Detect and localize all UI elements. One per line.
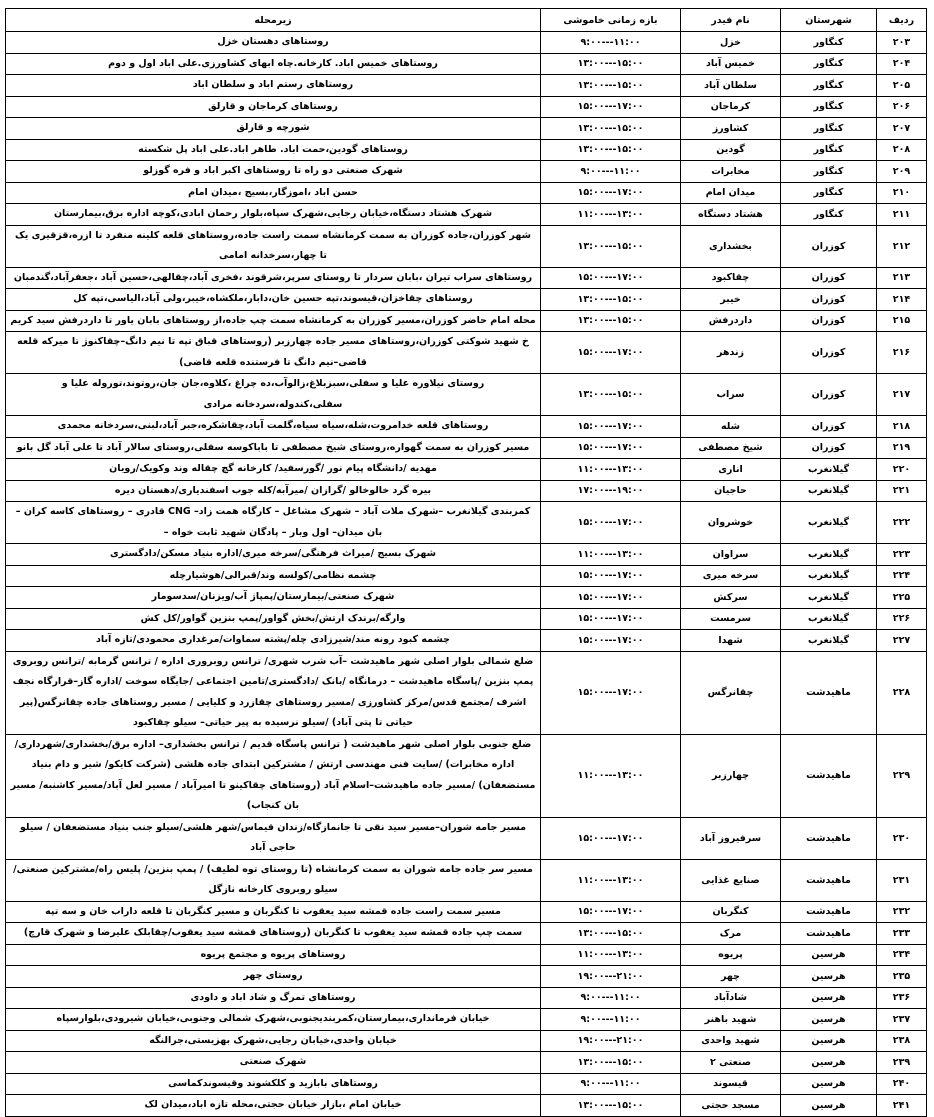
area-cell: خیابان امام ،بازار خیابان حجتی،محله تازه اباد،میدان لک: [6, 1095, 541, 1117]
row-number-cell: ۲۱۸: [877, 416, 927, 438]
county-cell: ماهیدشت: [781, 651, 877, 734]
area-cell: روستاهای سراب تیران ،بابان سردار تا روستای سرپر،شرقوند ،فخری آباد،چقالهی،حسین آباد ،جعفرآباد،گندمبان: [6, 267, 541, 289]
feeder-cell: سراب: [681, 374, 781, 416]
county-cell: گیلانغرب: [781, 480, 877, 502]
row-number-cell: ۲۰۵: [877, 75, 927, 97]
time-cell: ۱۵:۰۰---۱۷:۰۰: [541, 416, 681, 438]
area-cell: ضلع شمالی بلوار اصلی شهر ماهیدشت –آب شرب شهری/ ترانس روبروری اداره / ترانس گرمابه /ترانس روبروی پمپ بنزین /پاسگاه ماهیدشت – درمانگاه /بانک /دادگستری/تامین اجتماعی /جایگاه سوخت /اداره گاز–قرارگاه نجف اشرف /مجتمع قدس/مرکز کشاورزی /مسیر روستاهای چقازرد و کلیایی / مسیر روستاهای جاده چقانرگس(پیر حیاتی تا پتی آباد) /سیلو نرسیده به پیر حیاتی– سیلو چقاکبود: [6, 651, 541, 734]
feeder-cell: کشاورز: [681, 118, 781, 140]
table-row: [6, 310, 927, 332]
time-cell: ۱۳:۰۰---۱۵:۰۰: [541, 139, 681, 161]
row-number-cell: ۲۱۶: [877, 332, 927, 374]
county-cell: کوزران: [781, 267, 877, 289]
header-area: زیرمحله: [6, 9, 541, 32]
county-cell: هرسین: [781, 1030, 877, 1052]
county-cell: ماهیدشت: [781, 901, 877, 923]
time-cell: ۱۷:۰۰---۱۹:۰۰: [541, 480, 681, 502]
area-cell: روستای چهر: [6, 966, 541, 988]
header-county: شهرستان: [781, 9, 877, 32]
time-cell: ۱۱:۰۰---۱۳:۰۰: [541, 734, 681, 817]
feeder-cell: هشتاد دستگاه: [681, 204, 781, 226]
area-cell: سمت چپ جاده قمشه سید یعقوب تا کنگربان (روستاهای قمشه سید یعقوب/چقابلک علیرضا و شهرک قارچ): [6, 923, 541, 945]
area-cell: مسیر سر جاده جامه شوران به سمت کرمانشاه (تا روستای توه لطیف) / پمپ بنزین/ پلیس راه/مشترکین صنعتی/سیلو روبروی کارخانه نازگل: [6, 859, 541, 901]
time-cell: ۹:۰۰---۱۱:۰۰: [541, 1009, 681, 1031]
feeder-cell: شیخ مصطفی: [681, 437, 781, 459]
area-cell: مسیر کوزران به سمت گهواره،روستای شیخ مصطفی تا باباکوسه سفلی،روستای سالار آباد تا علی آباد گل بانو: [6, 437, 541, 459]
row-number-cell: ۲۳۳: [877, 923, 927, 945]
area-cell: شهرک صنعتی/بیمارستان/پمپاژ آب/ویزنان/سدسومار: [6, 587, 541, 609]
table-row: [6, 118, 927, 140]
feeder-cell: چهر: [681, 966, 781, 988]
area-cell: روستاهای دهستان خزل: [6, 32, 541, 54]
county-cell: گیلانغرب: [781, 630, 877, 652]
row-number-cell: ۲۱۳: [877, 267, 927, 289]
table-row: [6, 966, 927, 988]
county-cell: کنگاور: [781, 75, 877, 97]
county-cell: کنگاور: [781, 182, 877, 204]
row-number-cell: ۲۱۹: [877, 437, 927, 459]
area-cell: شورچه و قارلق: [6, 118, 541, 140]
area-cell: چشمه نظامی/کولسه وند/قبرالی/هوشیارچله: [6, 565, 541, 587]
row-number-cell: ۲۳۲: [877, 901, 927, 923]
table-row: [6, 204, 927, 226]
feeder-cell: مسجد حجتی: [681, 1095, 781, 1117]
county-cell: کوزران: [781, 225, 877, 267]
feeder-cell: سرفیروز آباد: [681, 817, 781, 859]
row-number-cell: ۲۰۹: [877, 161, 927, 183]
time-cell: ۹:۰۰---۱۱:۰۰: [541, 161, 681, 183]
county-cell: هرسین: [781, 966, 877, 988]
feeder-cell: سرمست: [681, 608, 781, 630]
table-row: [6, 139, 927, 161]
table-row: [6, 267, 927, 289]
county-cell: کوزران: [781, 416, 877, 438]
table-row: [6, 1073, 927, 1095]
area-cell: روستاهای بابازید و کلکشوند وقیسوندکماسی: [6, 1073, 541, 1095]
row-number-cell: ۲۲۵: [877, 587, 927, 609]
table-row: [6, 608, 927, 630]
county-cell: کنگاور: [781, 161, 877, 183]
time-cell: ۹:۰۰---۱۱:۰۰: [541, 1073, 681, 1095]
time-cell: ۱۱:۰۰---۱۳:۰۰: [541, 859, 681, 901]
area-cell: خیابان فرمانداری،بیمارستان،کمربندیجنوبی،شهرک شمالی وجنوبی،خیابان شیرودی،بلوارسپاه: [6, 1009, 541, 1031]
table-row: [6, 817, 927, 859]
row-number-cell: ۲۳۹: [877, 1052, 927, 1074]
table-row: [6, 944, 927, 966]
feeder-cell: صنایع غذایی: [681, 859, 781, 901]
county-cell: ماهیدشت: [781, 817, 877, 859]
time-cell: ۱۳:۰۰---۱۵:۰۰: [541, 118, 681, 140]
time-cell: ۱۵:۰۰---۱۷:۰۰: [541, 587, 681, 609]
table-row: [6, 182, 927, 204]
feeder-cell: بخشداری: [681, 225, 781, 267]
row-number-cell: ۲۲۰: [877, 459, 927, 481]
row-number-cell: ۲۲۸: [877, 651, 927, 734]
county-cell: گیلانغرب: [781, 459, 877, 481]
area-cell: بیره گرد خالوخالو /گرازان /میرآبه/کله جوب اسفندیاری/دهستان دیره: [6, 480, 541, 502]
header-feeder: نام فیدر: [681, 9, 781, 32]
table-row: [6, 374, 927, 416]
feeder-cell: کرماجان: [681, 96, 781, 118]
county-cell: کنگاور: [781, 204, 877, 226]
county-cell: کنگاور: [781, 118, 877, 140]
feeder-cell: خوشروان: [681, 502, 781, 544]
area-cell: چشمه کبود رونه مند/شیرزادی چله/پشته سماوات/مرغداری محمودی/تازه آباد: [6, 630, 541, 652]
table-row: [6, 901, 927, 923]
feeder-cell: خزل: [681, 32, 781, 54]
table-row: [6, 923, 927, 945]
table-row: [6, 859, 927, 901]
outage-schedule-table: [5, 8, 927, 1117]
area-cell: روستاهای قلعه خدامروت،شله،سیاه سیاه،گلمت آباد،چقاشکره،جبر آباد،لبنی،سردخانه محمدی: [6, 416, 541, 438]
row-number-cell: ۲۴۱: [877, 1095, 927, 1117]
area-cell: محله امام حاضر کوزران،مسیر کوزران به کرمانشاه سمت چپ جاده،از روستاهای بابان یاور تا داردرفش سید کریم: [6, 310, 541, 332]
row-number-cell: ۲۰۷: [877, 118, 927, 140]
time-cell: ۱۵:۰۰---۱۷:۰۰: [541, 817, 681, 859]
county-cell: ماهیدشت: [781, 859, 877, 901]
feeder-cell: چقاکبود: [681, 267, 781, 289]
row-number-cell: ۲۲۴: [877, 565, 927, 587]
time-cell: ۱۵:۰۰---۱۷:۰۰: [541, 96, 681, 118]
row-number-cell: ۲۴۰: [877, 1073, 927, 1095]
time-cell: ۱۵:۰۰---۱۷:۰۰: [541, 651, 681, 734]
feeder-cell: صنعتی ۲: [681, 1052, 781, 1074]
feeder-cell: شله: [681, 416, 781, 438]
time-cell: ۱۳:۰۰---۱۵:۰۰: [541, 53, 681, 75]
table-row: [6, 1009, 927, 1031]
table-row: [6, 332, 927, 374]
county-cell: کوزران: [781, 374, 877, 416]
area-cell: روستاهای تمرگ و شاد اباد و داودی: [6, 987, 541, 1009]
table-row: [6, 32, 927, 54]
feeder-cell: خیبر: [681, 289, 781, 311]
area-cell: روستاهای خمیس اباد. کارخانه.چاه ابهای کشاورزی.علی اباد اول و دوم: [6, 53, 541, 75]
county-cell: کنگاور: [781, 96, 877, 118]
area-cell: شهرک صنعتی: [6, 1052, 541, 1074]
feeder-cell: زندهر: [681, 332, 781, 374]
row-number-cell: ۲۱۲: [877, 225, 927, 267]
time-cell: ۱۵:۰۰---۱۷:۰۰: [541, 565, 681, 587]
table-row: [6, 416, 927, 438]
time-cell: ۱۳:۰۰---۱۵:۰۰: [541, 225, 681, 267]
county-cell: کوزران: [781, 437, 877, 459]
row-number-cell: ۲۳۵: [877, 966, 927, 988]
row-number-cell: ۲۰۸: [877, 139, 927, 161]
time-cell: ۱۵:۰۰---۱۷:۰۰: [541, 608, 681, 630]
county-cell: کوزران: [781, 332, 877, 374]
time-cell: ۱۳:۰۰---۱۵:۰۰: [541, 1095, 681, 1117]
table-row: [6, 987, 927, 1009]
county-cell: گیلانغرب: [781, 587, 877, 609]
time-cell: ۱۱:۰۰---۱۳:۰۰: [541, 459, 681, 481]
row-number-cell: ۲۰۶: [877, 96, 927, 118]
row-number-cell: ۲۳۸: [877, 1030, 927, 1052]
county-cell: ماهیدشت: [781, 734, 877, 817]
county-cell: گیلانغرب: [781, 502, 877, 544]
time-cell: ۱۵:۰۰---۱۷:۰۰: [541, 630, 681, 652]
feeder-cell: داردرفش: [681, 310, 781, 332]
county-cell: گیلانغرب: [781, 544, 877, 566]
table-row: [6, 161, 927, 183]
header-row-number: ردیف: [877, 9, 927, 32]
time-cell: ۱۳:۰۰---۱۵:۰۰: [541, 1052, 681, 1074]
time-cell: ۱۳:۰۰---۱۵:۰۰: [541, 289, 681, 311]
feeder-cell: حاجیان: [681, 480, 781, 502]
area-cell: شهر کوزران،جاده کوزران به سمت کرمانشاه سمت راست جاده،روستاهای قلعه کلینه منفرد تا ازره،قزقیری یک تا چهار،سرخدانه امامی: [6, 225, 541, 267]
feeder-cell: مرک: [681, 923, 781, 945]
feeder-cell: مخابرات: [681, 161, 781, 183]
row-number-cell: ۲۳۴: [877, 944, 927, 966]
county-cell: هرسین: [781, 944, 877, 966]
time-cell: ۱۱:۰۰---۱۳:۰۰: [541, 544, 681, 566]
area-cell: کمربندی گیلانغرب –شهرک ملات آباد – شهرک مشاغل – کارگاه همت زاد– CNG قادری – روستاهای کاسه کران – بان میدان– اول وبار – پادگان شهید ثابت خواه –: [6, 502, 541, 544]
time-cell: ۱۳:۰۰---۱۵:۰۰: [541, 923, 681, 945]
table-row: [6, 1095, 927, 1117]
area-cell: مسیر جامه شوران–مسیر سید نقی تا جانمازگاه/زندان قیماس/شهر هلشی/سیلو جنب بنیاد مستضعفان / سیلو حاجی آباد: [6, 817, 541, 859]
time-cell: ۱۵:۰۰---۱۷:۰۰: [541, 502, 681, 544]
feeder-cell: سرکش: [681, 587, 781, 609]
table-row: [6, 225, 927, 267]
time-cell: ۱۵:۰۰---۱۷:۰۰: [541, 182, 681, 204]
row-number-cell: ۲۳۶: [877, 987, 927, 1009]
row-number-cell: ۲۳۷: [877, 1009, 927, 1031]
table-row: [6, 53, 927, 75]
time-cell: ۱۹:۰۰---۲۱:۰۰: [541, 966, 681, 988]
table-row: [6, 1030, 927, 1052]
area-cell: خیابان واحدی،خیابان رجایی،شهرک بهزیستی،جرالنگه: [6, 1030, 541, 1052]
area-cell: شهرک هشتاد دستگاه،خیابان رجایی،شهرک سپاه،بلوار رحمان ابادی،کوچه اداره برق،بیمارستان: [6, 204, 541, 226]
area-cell: مسیر سمت راست جاده قمشه سید یعقوب تا کنگربان و مسیر کنگربان تا قلعه داراب خان و سه تپه: [6, 901, 541, 923]
county-cell: هرسین: [781, 1052, 877, 1074]
table-row: [6, 437, 927, 459]
feeder-cell: سرخه میری: [681, 565, 781, 587]
time-cell: ۹:۰۰---۱۱:۰۰: [541, 987, 681, 1009]
row-number-cell: ۲۰۴: [877, 53, 927, 75]
county-cell: هرسین: [781, 1095, 877, 1117]
table-row: [6, 651, 927, 734]
row-number-cell: ۲۰۳: [877, 32, 927, 54]
county-cell: گیلانغرب: [781, 608, 877, 630]
feeder-cell: چهارزبر: [681, 734, 781, 817]
feeder-cell: سراوان: [681, 544, 781, 566]
area-cell: حسن اباد ،اموزگار،بسیج ،میدان امام: [6, 182, 541, 204]
row-number-cell: ۲۱۰: [877, 182, 927, 204]
table-body: [6, 32, 927, 1117]
table-row: [6, 289, 927, 311]
table-row: [6, 630, 927, 652]
row-number-cell: ۲۱۴: [877, 289, 927, 311]
feeder-cell: شادآباد: [681, 987, 781, 1009]
feeder-cell: اناری: [681, 459, 781, 481]
time-cell: ۱۹:۰۰---۲۱:۰۰: [541, 1030, 681, 1052]
row-number-cell: ۲۲۶: [877, 608, 927, 630]
area-cell: روستای نیلاوره علیا و سفلی،سبزبلاغ،زالوآب،ده چراغ ،کلاوه،جان جان،روتوند،توروله علیا و سفلی،کندوله،سردخانه مرادی: [6, 374, 541, 416]
time-cell: ۱۳:۰۰---۱۵:۰۰: [541, 374, 681, 416]
row-number-cell: ۲۱۱: [877, 204, 927, 226]
county-cell: هرسین: [781, 1009, 877, 1031]
row-number-cell: ۲۲۷: [877, 630, 927, 652]
row-number-cell: ۲۱۷: [877, 374, 927, 416]
table-row: [6, 75, 927, 97]
county-cell: هرسین: [781, 1073, 877, 1095]
row-number-cell: ۲۳۰: [877, 817, 927, 859]
time-cell: ۱۵:۰۰---۱۷:۰۰: [541, 267, 681, 289]
county-cell: کنگاور: [781, 53, 877, 75]
row-number-cell: ۲۲۳: [877, 544, 927, 566]
time-cell: ۱۵:۰۰---۱۷:۰۰: [541, 332, 681, 374]
time-cell: ۹:۰۰---۱۱:۰۰: [541, 32, 681, 54]
feeder-cell: شهدا: [681, 630, 781, 652]
feeder-cell: میدان امام: [681, 182, 781, 204]
area-cell: ضلع جنوبی بلوار اصلی شهر ماهیدشت ( ترانس پاسگاه قدیم / ترانس بخشداری– اداره برق/بخشداری/شهرداری/اداره مخابرات) /سایت فنی مهندسی ارتش / مشترکین ابتدای جاده هلشی (شرکت کایکو/ شیر و دام بنیاد مستضعفان) /مسیر جاده ماهیدشت–اسلام آباد (روستاهای چقاکینو تا امیرآباد / مسیر لعل آباد/مسیر کاشنبه/ مسیر بان کنجاب): [6, 734, 541, 817]
table-row: [6, 587, 927, 609]
table-row: [6, 1052, 927, 1074]
header-time: بازه زمانی خاموشی: [541, 9, 681, 32]
row-number-cell: ۲۲۲: [877, 502, 927, 544]
area-cell: خ شهید شوکتی کوزران،روستاهای مسیر جاده چهارزبر (روستاهای قباق تپه تا نیم دانگ–چقاکنوژ تا میرکه قلعه قاضی–نیم دانگ تا فرستنده قلعه قاضی): [6, 332, 541, 374]
area-cell: روستاهای گودین،حمت اباد. طاهر اباد.علی اباد پل شکسته: [6, 139, 541, 161]
county-cell: کوزران: [781, 310, 877, 332]
table-row: [6, 544, 927, 566]
table-row: [6, 502, 927, 544]
area-cell: وارگه/برندک ارتش/بخش گواور/پمپ بنزین گواور/کل کش: [6, 608, 541, 630]
county-cell: هرسین: [781, 987, 877, 1009]
area-cell: روستاهای پریوه و مجتمع پریوه: [6, 944, 541, 966]
time-cell: ۱۳:۰۰---۱۵:۰۰: [541, 75, 681, 97]
time-cell: ۱۱:۰۰---۱۳:۰۰: [541, 204, 681, 226]
area-cell: شهرک صنعتی دو راه تا روستاهای اکبر اباد و فره گوزلو: [6, 161, 541, 183]
feeder-cell: پریوه: [681, 944, 781, 966]
area-cell: روستاهای رستم اباد و سلطان اباد: [6, 75, 541, 97]
table-row: [6, 734, 927, 817]
county-cell: کوزران: [781, 289, 877, 311]
time-cell: ۱۱:۰۰---۱۳:۰۰: [541, 944, 681, 966]
feeder-cell: چقانرگس: [681, 651, 781, 734]
row-number-cell: ۲۳۱: [877, 859, 927, 901]
county-cell: کنگاور: [781, 139, 877, 161]
feeder-cell: قیسوند: [681, 1073, 781, 1095]
area-cell: مهدیه /دانشگاه پیام نور /گورسفید/ کارخانه گچ چقاله وند وکویک/رویان: [6, 459, 541, 481]
area-cell: روستاهای کرماجان و قارلق: [6, 96, 541, 118]
table-row: [6, 480, 927, 502]
feeder-cell: شهید باهنر: [681, 1009, 781, 1031]
header-row: [6, 9, 927, 32]
table-row: [6, 96, 927, 118]
feeder-cell: شهید واحدی: [681, 1030, 781, 1052]
area-cell: روستاهای چقاخزان،قیسوند،تپه حسین خان،دابار،ملکشاه،خیبر،ولی آباد،الیاسی،تپه کل: [6, 289, 541, 311]
row-number-cell: ۲۱۵: [877, 310, 927, 332]
feeder-cell: خمیس آباد: [681, 53, 781, 75]
county-cell: ماهیدشت: [781, 923, 877, 945]
time-cell: ۱۳:۰۰---۱۵:۰۰: [541, 310, 681, 332]
county-cell: گیلانغرب: [781, 565, 877, 587]
row-number-cell: ۲۲۱: [877, 480, 927, 502]
feeder-cell: کنگربان: [681, 901, 781, 923]
time-cell: ۱۵:۰۰---۱۷:۰۰: [541, 437, 681, 459]
table-row: [6, 565, 927, 587]
time-cell: ۱۵:۰۰---۱۷:۰۰: [541, 901, 681, 923]
feeder-cell: گودین: [681, 139, 781, 161]
row-number-cell: ۲۲۹: [877, 734, 927, 817]
area-cell: شهرک بسیج /میراث فرهنگی/سرخه میری/اداره بنیاد مسکن/دادگستری: [6, 544, 541, 566]
feeder-cell: سلطان آباد: [681, 75, 781, 97]
county-cell: کنگاور: [781, 32, 877, 54]
table-row: [6, 459, 927, 481]
